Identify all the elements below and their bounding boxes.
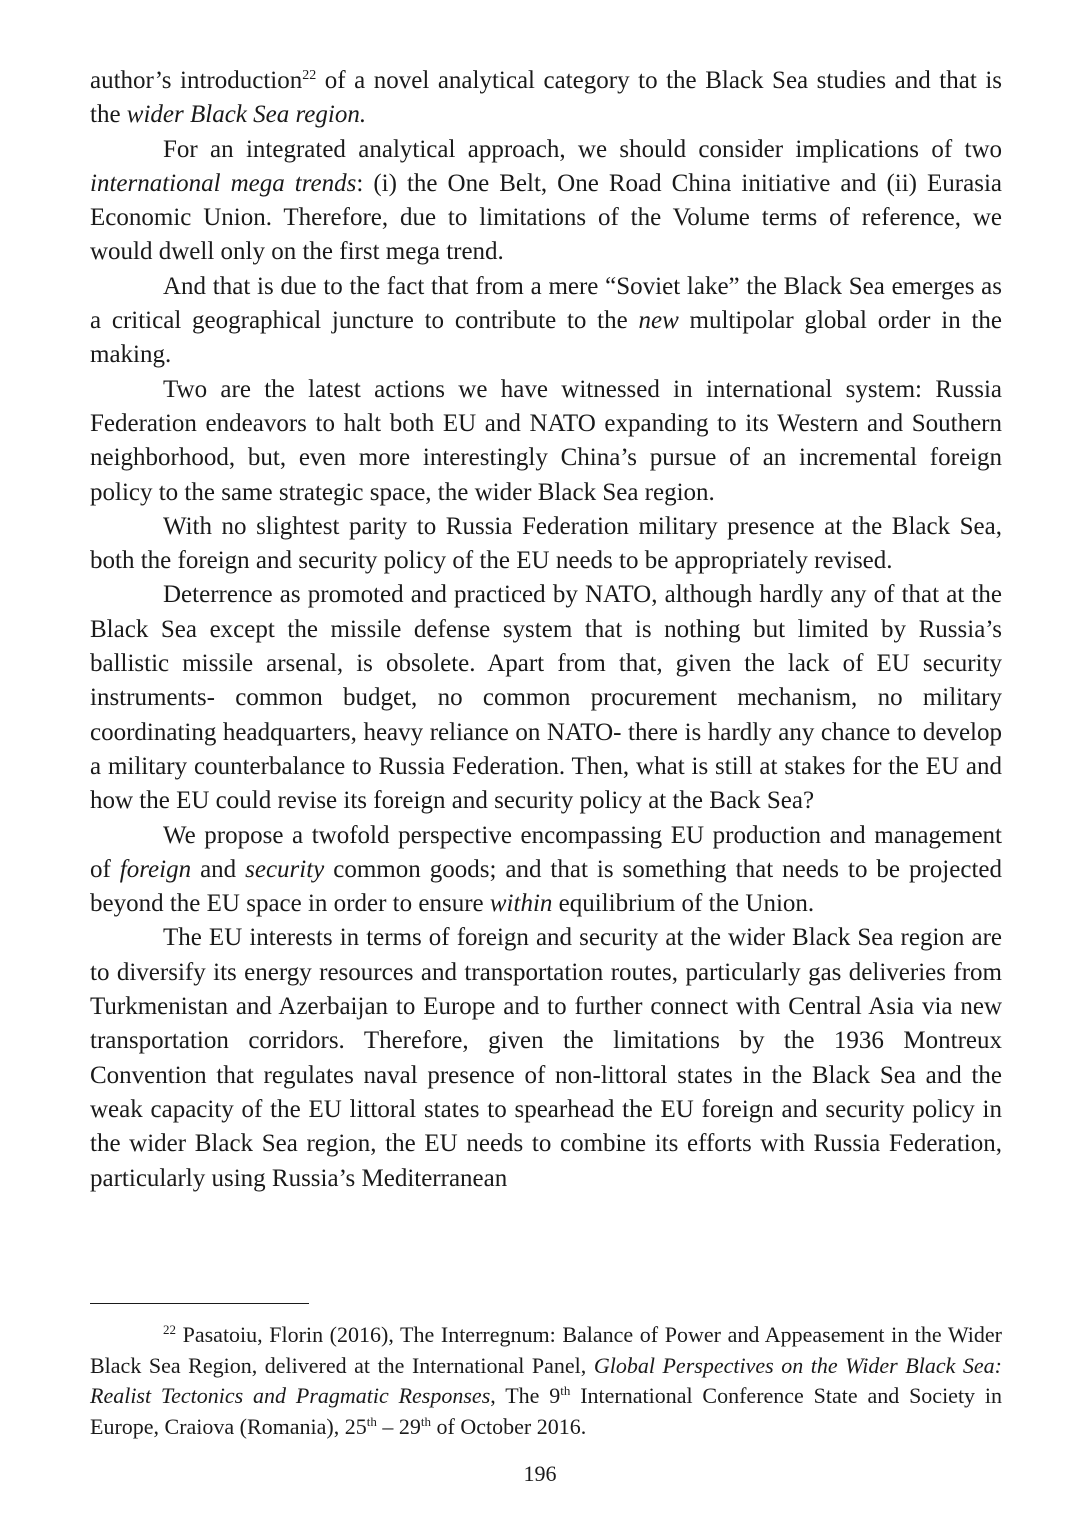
footnote — [90, 1320, 1002, 1442]
text-run: Pasatoiu, Florin (2016), The Interregnum: Balance of Power and Appeasement in the Wider Black Sea Region, delivered at the International Panel, — [90, 1322, 1002, 1378]
footnote-marker: 22 — [302, 68, 317, 83]
paragraph — [90, 510, 1002, 579]
italic-text: new — [638, 307, 679, 335]
paragraph — [90, 270, 1002, 373]
italic-text: security — [245, 855, 325, 883]
footnote-separator — [90, 1303, 309, 1304]
footnote-marker: th — [560, 1383, 571, 1398]
paragraph — [90, 819, 1002, 922]
text-run: Two are the latest actions we have witnessed in international system: Russia Federation endeavors to halt both EU and NATO expanding to its Western and Southern neighborhood, but, even more interestingly China’s pursue of an incremental foreign policy to the same strategic space, the wider Black Sea region. — [90, 375, 1002, 506]
footnote-marker: 22 — [163, 1322, 176, 1337]
text-run: The EU interests in terms of foreign and security at the wider Black Sea region are to diversify its energy resources and transportation routes, particularly gas deliveries from Turkmenistan and Azerbaijan to Europe and to further connect with Central Asia via new transportation corridors. Therefore, given the limitations by the 1936 Montreux Convention that regulates naval presence of non-littoral states in the Black Sea and the weak capacity of the EU littoral states to spearhead the EU foreign and security policy in the wider Black Sea region, the EU needs to combine its efforts with Russia Federation, particularly using Russia’s Mediterranean — [90, 924, 1002, 1192]
text-run: – 29 — [376, 1413, 421, 1439]
text-run: With no slightest parity to Russia Federation military presence at the Black Sea, both the foreign and security policy of the EU needs to be appropriately revised. — [90, 512, 1002, 575]
paragraph — [90, 133, 1002, 270]
text-run: We propose a twofold perspective encompassing EU production and management of — [90, 821, 1002, 883]
text-run: equilibrium of the Union. — [552, 890, 815, 918]
paragraph — [90, 64, 1002, 133]
text-run: author’s introduction — [90, 67, 303, 94]
text-run: And that is due to the fact that from a mere “Soviet lake” the Black Sea emerges as a critical geographical juncture to contribute to the — [90, 272, 1002, 335]
text-run: multipolar global order in the making. — [90, 307, 1003, 369]
italic-text: wider Black Sea region. — [126, 101, 367, 129]
text-run: Deterrence as promoted and practiced by NATO, although hardly any of that at the Black Sea except the missile defense system that is nothing but limited by Russia’s ballistic missile arsenal, is obsolete. Apart from that, given the lack of EU security instruments- common budget, no common procurement mechanism, no military coordinating headquarters, heavy reliance on NATO- there is hardly any chance to develop a military counterbalance to Russia Federation. Then, what is still at stakes for the EU and how the EU could revise its foreign and security policy at the Back Sea? — [90, 581, 1002, 815]
footnote-marker: th — [366, 1413, 377, 1429]
text-run: , The 9 — [490, 1383, 561, 1408]
text-run: of a novel analytical category to the Black Sea studies and that is the — [90, 67, 1002, 129]
paragraph — [90, 373, 1002, 510]
text-run: : (i) the One Belt, One Road China initiative and (ii) Eurasia Economic Union. Therefore, due to limitations of the Volume terms of reference, we would dwell only on the first mega trend. — [90, 169, 1002, 266]
text-run: International Conference State and Society in Europe, Craiova (Romania), 25 — [90, 1383, 1003, 1439]
italic-text: foreign — [119, 855, 192, 883]
body-text — [90, 64, 1002, 1196]
paragraph — [90, 921, 1002, 1195]
italic-text: within — [489, 890, 553, 918]
text-run: common goods; and that is something that needs to be projected beyond the EU space in order to ensure — [90, 855, 1002, 918]
footnote-22 — [90, 1320, 1002, 1442]
text-run: of October 2016. — [431, 1413, 587, 1439]
footnote-marker: th — [420, 1413, 432, 1429]
paragraph — [90, 578, 1002, 818]
text-run: and — [191, 855, 246, 883]
page-number: 196 — [523, 1461, 557, 1486]
text-run: For an integrated analytical approach, we should consider implications of two — [163, 135, 1002, 163]
italic-text: international mega trends — [90, 169, 357, 197]
italic-text: Global Perspectives on the Wider Black Sea: Realist Tectonics and Pragmatic Responses — [90, 1352, 1002, 1408]
